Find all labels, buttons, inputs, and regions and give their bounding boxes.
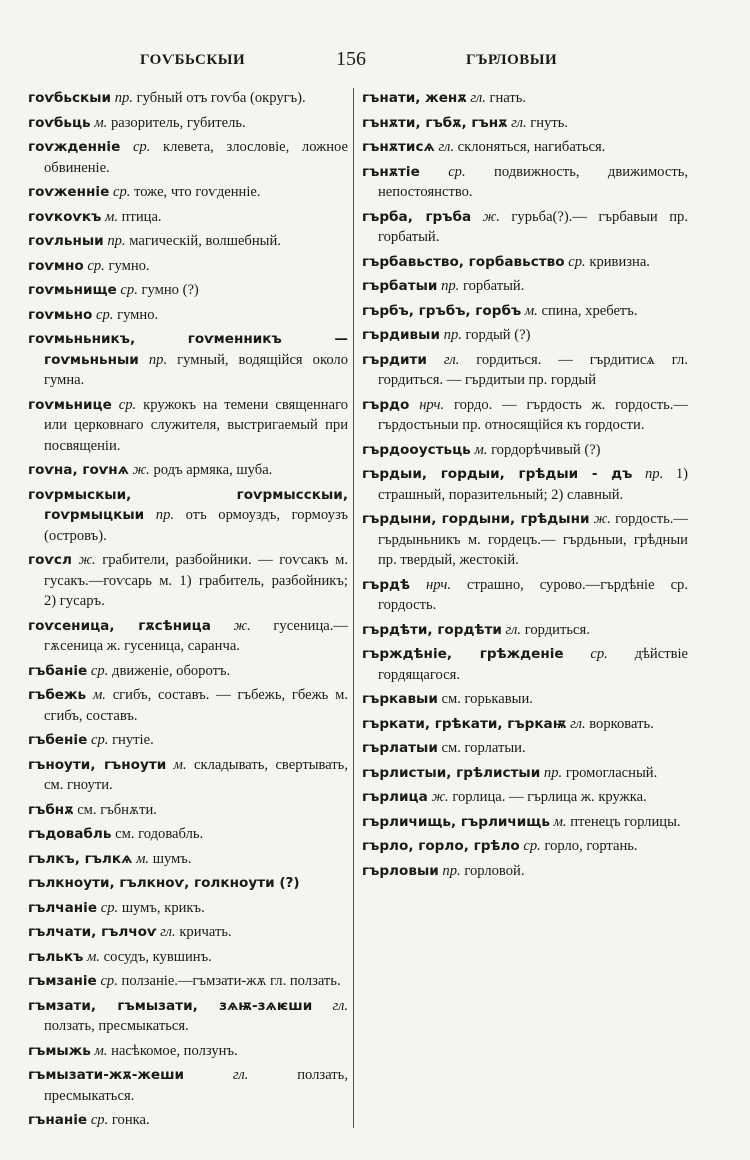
entry-headword: гърло, горло, грѣло xyxy=(362,838,520,854)
right-running-headword: ГЪРЛОВЫИ xyxy=(466,52,558,68)
entry-definition: губный отъ гоѵба (округъ). xyxy=(136,90,306,106)
dictionary-entry xyxy=(28,88,348,109)
entry-headword: гоѵмьнице xyxy=(28,396,112,413)
entry-grammar: гл. xyxy=(438,139,454,155)
dictionary-entry xyxy=(362,350,688,391)
page-number: 156 xyxy=(336,48,366,70)
entry-headword: гъркати, грѣкати, гъркаѭ xyxy=(362,715,567,732)
entry-grammar: гл. xyxy=(160,924,176,940)
dictionary-entry xyxy=(362,276,688,297)
dictionary-entry xyxy=(28,485,348,547)
entry-grammar: ср. xyxy=(112,184,131,200)
entry-definition: складывать, свертывать, см. гноути. xyxy=(44,756,348,793)
entry-headword: гълкноути, гълкноѵ, голкноути (?) xyxy=(28,875,300,891)
entry-headword: гъдовабль xyxy=(28,826,112,842)
dictionary-entry xyxy=(28,996,348,1037)
entry-headword: гълчати, гълчоѵ xyxy=(28,924,157,940)
entry-headword: гърдо xyxy=(362,396,410,413)
dictionary-entry xyxy=(362,836,688,857)
dictionary-entry xyxy=(362,252,688,273)
entry-definition: кривизна. xyxy=(589,253,650,270)
entry-definition: страшно, сурово.—гърдѣніе ср. гордость. xyxy=(378,576,688,613)
entry-headword: гърдѣти, гордѣти xyxy=(362,621,502,638)
dictionary-entry xyxy=(28,137,348,178)
entry-headword: гъмыжь xyxy=(28,1042,91,1059)
entry-headword: гърлица xyxy=(362,789,428,805)
entry-grammar: ср. xyxy=(120,282,138,298)
entry-definition: кричать. xyxy=(179,924,232,940)
entry-headword: гоѵмно xyxy=(28,257,84,274)
entry-grammar: ср. xyxy=(448,163,466,180)
entry-definition: дѣйствіе гордящагося. xyxy=(378,646,688,683)
entry-headword: гърбатыи xyxy=(362,278,438,294)
entry-headword: гъноути, гъноути xyxy=(28,756,167,773)
entry-definition: ползать, пресмыкаться. xyxy=(44,1018,189,1034)
entry-definition: сгибъ, составъ. — гъбежь, гбежь м. сгибъ, составъ. xyxy=(44,687,348,724)
entry-grammar: ср. xyxy=(100,973,118,989)
entry-grammar: гл. xyxy=(443,351,460,368)
left-running-headword: ГОѴБЬСКЫИ xyxy=(140,52,246,68)
entry-grammar: ср. xyxy=(87,257,105,274)
dictionary-entry xyxy=(362,861,688,882)
entry-definition: ползать, пресмыкаться. xyxy=(44,1067,348,1104)
entry-grammar: м. xyxy=(136,850,150,867)
entry-headword: гърждѣніе, грѣжденіе xyxy=(362,646,564,662)
entry-definition: сосудъ, кувшинъ. xyxy=(103,948,212,965)
entry-headword: гоѵженніе xyxy=(28,184,110,200)
entry-definition: движеніе, оборотъ. xyxy=(112,662,231,679)
entry-grammar: нрч. xyxy=(419,396,445,413)
entry-grammar: гл. xyxy=(470,90,486,106)
entry-headword: гънѫтіе xyxy=(362,163,420,180)
entry-grammar: пр. xyxy=(148,351,168,368)
entry-grammar: пр. xyxy=(442,862,461,879)
entry-grammar: пр. xyxy=(644,466,664,482)
entry-definition: гумно. xyxy=(117,306,159,323)
entry-headword: гъбнѫ xyxy=(28,801,74,818)
entry-definition: горловой. xyxy=(464,862,525,879)
entry-definition: гнуть. xyxy=(530,114,569,131)
entry-grammar: м. xyxy=(105,208,118,225)
dictionary-entry xyxy=(362,644,688,685)
dictionary-entry xyxy=(28,849,348,870)
entry-definition: гордо. — гърдость ж. гордость.—гърдостьныи пр. относящійся къ гордости. xyxy=(378,396,688,433)
entry-definition: гурьба(?).— гърбавыи пр. горбатый. xyxy=(378,208,688,245)
dictionary-entry xyxy=(28,873,348,894)
entry-grammar: ср. xyxy=(96,306,114,323)
dictionary-entry xyxy=(28,898,348,919)
entry-headword: гълчаніе xyxy=(28,899,98,916)
entry-grammar: пр. xyxy=(441,278,460,294)
entry-definition: грабители, разбойники. — гоѵсакъ м. гусакъ.—гоѵсарь м. 1) грабитель, разбойникъ; 2) гусаръ. xyxy=(44,552,348,609)
left-column xyxy=(28,88,348,1135)
entry-grammar: ж. xyxy=(233,617,251,634)
dictionary-entry xyxy=(28,550,348,612)
dictionary-entry xyxy=(28,947,348,968)
entry-headword: гоѵрмыскыи, гоѵрмысскыи, гоѵрмыцкыи xyxy=(28,486,348,523)
entry-headword: гоѵбьць xyxy=(28,114,91,131)
entry-definition: птенецъ горлицы. xyxy=(570,813,681,830)
entry-headword: гъбеніе xyxy=(28,732,88,748)
right-column xyxy=(362,88,688,885)
entry-grammar: гл. xyxy=(511,114,527,131)
dictionary-entry xyxy=(28,755,348,796)
dictionary-entry xyxy=(28,460,348,481)
entry-grammar: ж. xyxy=(482,208,500,225)
entry-headword: гънѫтисѧ xyxy=(362,139,435,155)
dictionary-entry xyxy=(28,685,348,726)
entry-grammar: ср. xyxy=(118,396,137,413)
entry-headword: гоѵбьскыи xyxy=(28,90,112,106)
entry-definition: разоритель, губитель. xyxy=(110,114,246,131)
entry-headword: гоѵкоѵкъ xyxy=(28,208,102,225)
entry-definition: горло, гортань. xyxy=(544,838,638,854)
entry-grammar: м. xyxy=(86,948,100,965)
dictionary-entry xyxy=(362,620,688,641)
dictionary-entry xyxy=(28,730,348,751)
entry-headword: гърбавьство, горбавьство xyxy=(362,253,565,270)
entry-grammar: м. xyxy=(94,1042,108,1059)
entry-definition: гордый (?) xyxy=(465,327,531,343)
entry-grammar: ж. xyxy=(431,789,449,805)
entry-headword: гоѵмьнище xyxy=(28,282,117,298)
dictionary-entry xyxy=(362,689,688,710)
entry-definition: гнать. xyxy=(489,90,527,106)
entry-headword: гърличищь, гърличищь xyxy=(362,813,550,830)
dictionary-entry xyxy=(28,616,348,657)
entry-grammar: пр. xyxy=(443,327,462,343)
entry-headword: гънаніе xyxy=(28,1112,88,1128)
dictionary-entry xyxy=(28,1041,348,1062)
dictionary-entry xyxy=(28,329,348,391)
entry-headword: гоѵсеница, гѫсѣница xyxy=(28,617,211,634)
entry-grammar: гл. xyxy=(570,715,586,732)
dictionary-entry xyxy=(28,113,348,134)
entry-grammar: м. xyxy=(553,813,567,830)
entry-headword: гърловыи xyxy=(362,862,439,879)
entry-grammar: ср. xyxy=(590,646,608,662)
entry-definition: кружокъ на темени священнаго или церковнаго служителя, выстригаемый при посвященіи. xyxy=(44,396,348,454)
entry-headword: гъмзати, гъмызати, зѧѭ-зѧѥши xyxy=(28,997,313,1014)
entry-definition: клевета, злословіе, ложное обвиненіе. xyxy=(44,139,348,176)
entry-grammar: пр. xyxy=(155,507,175,523)
entry-headword: гъбаніе xyxy=(28,662,88,679)
entry-headword: гълькъ xyxy=(28,948,84,965)
entry-headword: гърдыни, гордыни, грѣдыни xyxy=(362,511,590,527)
entry-headword: гърдыи, гордыи, грѣдыи - дъ xyxy=(362,466,633,482)
running-header xyxy=(0,48,750,74)
entry-definition: насѣкомое, ползунъ. xyxy=(111,1042,238,1059)
entry-headword: гоѵна, гоѵнѧ xyxy=(28,462,129,478)
entry-definition: см. горькавыи. xyxy=(441,691,533,707)
entry-grammar: ср. xyxy=(132,139,151,155)
entry-headword: гълкъ, гълкѧ xyxy=(28,850,133,867)
entry-definition: горлица. — гърлица ж. кружка. xyxy=(452,789,647,805)
entry-definition: шумъ, крикъ. xyxy=(121,899,205,916)
entry-grammar: ж. xyxy=(78,552,96,568)
dictionary-entry xyxy=(362,395,688,436)
dictionary-entry xyxy=(362,509,688,571)
dictionary-entry xyxy=(362,787,688,808)
entry-definition: гордиться. — гърдитисѧ гл. гордиться. — гърдитыи пр. гордый xyxy=(378,351,688,388)
entry-definition: горбатый. xyxy=(462,278,525,294)
entry-headword: гърдивыи xyxy=(362,327,440,343)
dictionary-entry xyxy=(28,395,348,457)
entry-headword: гоѵсл xyxy=(28,552,72,568)
entry-headword: гънати, женѫ xyxy=(362,90,467,106)
entry-grammar: гл. xyxy=(232,1067,249,1083)
dictionary-entry xyxy=(28,182,348,203)
dictionary-entry xyxy=(28,231,348,252)
dictionary-entry xyxy=(362,440,688,461)
entry-grammar: м. xyxy=(173,756,187,773)
entry-grammar: ср. xyxy=(523,838,541,854)
entry-headword: гъбежь xyxy=(28,687,87,703)
entry-headword: гърлистыи, грѣлистыи xyxy=(362,764,541,781)
entry-definition: гнутіе. xyxy=(112,732,154,748)
entry-definition: птица. xyxy=(121,208,162,225)
entry-headword: гърба, гръба xyxy=(362,208,472,225)
entry-grammar: нрч. xyxy=(426,576,451,593)
entry-headword: гърбъ, гръбъ, горбъ xyxy=(362,302,522,319)
entry-grammar: пр. xyxy=(543,764,563,781)
entry-definition: гонка. xyxy=(111,1112,150,1128)
dictionary-entry xyxy=(28,971,348,992)
entry-headword: гъмызати-жѫ-жеши xyxy=(28,1067,185,1083)
entry-headword: гърлатыи xyxy=(362,740,438,756)
entry-definition: подвижность, движимость, непостоянство. xyxy=(378,163,689,200)
dictionary-entry xyxy=(28,922,348,943)
entry-headword: гърдѣ xyxy=(362,576,411,593)
entry-grammar: м. xyxy=(474,441,488,458)
dictionary-entry xyxy=(362,88,688,109)
entry-definition: отъ ормоуздъ, гормоузъ (островъ). xyxy=(44,507,349,544)
dictionary-entry xyxy=(28,824,348,845)
entry-definition: ворковать. xyxy=(589,715,654,732)
entry-definition: громогласный. xyxy=(565,764,658,781)
entry-headword: гоѵмьно xyxy=(28,306,93,323)
entry-headword: гънѫти, гъбѫ, гънѫ xyxy=(362,114,508,131)
dictionary-entry xyxy=(28,1110,348,1131)
dictionary-entry xyxy=(362,464,688,505)
entry-definition: гордорѣчивый (?) xyxy=(491,441,601,458)
entry-definition: гумный, водящійся около гумна. xyxy=(44,351,348,388)
entry-definition: см. гъбнѫти. xyxy=(77,801,157,818)
entry-grammar: гл. xyxy=(332,997,348,1014)
dictionary-entry xyxy=(362,325,688,346)
column-divider xyxy=(353,88,354,1128)
entry-grammar: м. xyxy=(94,114,108,131)
entry-definition: гордость.—гърдыньникъ м. гордецъ.— гърдьныи, грѣдныи пр. твердый, жестокій. xyxy=(378,511,688,568)
dictionary-entry xyxy=(362,763,688,784)
entry-definition: 1) страшный, поразительный; 2) славный. xyxy=(378,466,688,503)
entry-headword: гъмзаніе xyxy=(28,973,97,989)
entry-headword: гърдити xyxy=(362,351,427,368)
entry-grammar: ж. xyxy=(132,462,150,478)
dictionary-entry xyxy=(362,738,688,759)
entry-grammar: ж. xyxy=(593,511,611,527)
dictionary-entry xyxy=(362,301,688,322)
entry-definition: гумно (?) xyxy=(141,282,199,298)
dictionary-entry xyxy=(362,575,688,616)
entry-definition: гумно. xyxy=(108,257,150,274)
entry-grammar: ср. xyxy=(568,253,586,270)
entry-grammar: м. xyxy=(92,687,106,703)
dictionary-entry xyxy=(362,137,688,158)
entry-headword: гоѵмьньникъ, гоѵменникъ — гоѵмьньныи xyxy=(28,331,348,368)
entry-grammar: ср. xyxy=(90,732,109,748)
entry-grammar: ср. xyxy=(90,662,109,679)
entry-definition: спина, хребетъ. xyxy=(541,302,638,319)
dictionary-entry xyxy=(362,113,688,134)
entry-definition: гусеница.— гѫсеница ж. гусеница, саранча. xyxy=(44,617,348,654)
entry-definition: см. горлатыи. xyxy=(441,740,526,756)
entry-headword: гоѵльныи xyxy=(28,233,104,249)
dictionary-entry xyxy=(28,800,348,821)
entry-grammar: ср. xyxy=(100,899,119,916)
entry-definition: шумъ. xyxy=(152,850,192,867)
dictionary-entry xyxy=(362,714,688,735)
dictionary-entry xyxy=(362,162,688,203)
dictionary-entry xyxy=(362,812,688,833)
entry-grammar: пр. xyxy=(107,233,126,249)
entry-grammar: пр. xyxy=(114,90,133,106)
dictionary-entry xyxy=(28,1065,348,1106)
dictionary-entry xyxy=(28,280,348,301)
entry-definition: склоняться, нагибаться. xyxy=(457,139,606,155)
entry-definition: родъ армяка, шуба. xyxy=(153,462,273,478)
entry-definition: см. годовабль. xyxy=(115,826,204,842)
entry-definition: гордиться. xyxy=(524,621,590,638)
entry-headword: гоѵжденніе xyxy=(28,139,121,155)
dictionary-entry xyxy=(28,661,348,682)
dictionary-entry xyxy=(362,207,688,248)
entry-definition: ползаніе.—гъмзати-жѫ гл. ползать. xyxy=(121,973,341,989)
entry-definition: магическій, волшебный. xyxy=(129,233,281,249)
dictionary-entry xyxy=(28,305,348,326)
entry-grammar: м. xyxy=(524,302,538,319)
dictionary-entry xyxy=(28,207,348,228)
dictionary-entry xyxy=(28,256,348,277)
entry-headword: гърдооустьць xyxy=(362,441,471,458)
entry-headword: гъркавыи xyxy=(362,691,438,707)
entry-definition: тоже, что гоѵденніе. xyxy=(134,184,261,200)
entry-grammar: гл. xyxy=(505,621,522,638)
entry-grammar: ср. xyxy=(90,1112,109,1128)
